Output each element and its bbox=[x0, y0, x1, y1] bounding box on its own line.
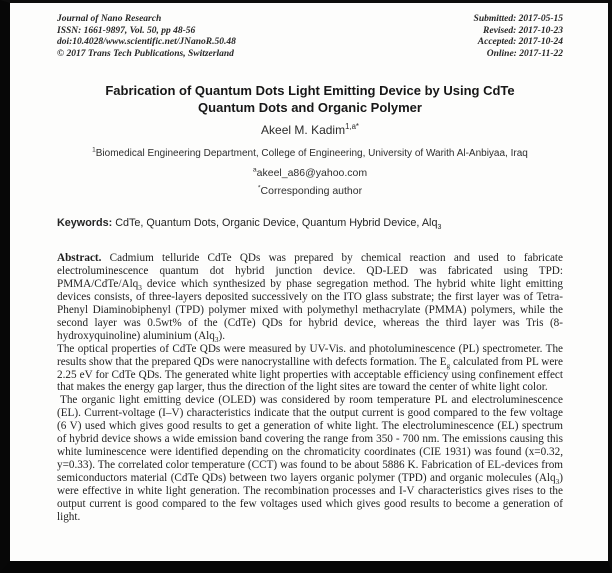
author-email: $^a$akeel_a86@yahoo.com bbox=[252, 166, 368, 180]
paper-title: Fabrication of Quantum Dots Light Emitting Device by Using CdTe Quantum Dots and Organic Polymer bbox=[105, 83, 515, 115]
keywords-line: Keywords: CdTe, Quantum Dots, Organic Device, Quantum Hybrid Device, Alq$_3$ bbox=[57, 217, 442, 232]
journal-issn-volume: ISSN: 1661-9897, Vol. 50, pp 48-56 bbox=[57, 25, 196, 36]
journal-title: Journal of Nano Research bbox=[57, 14, 162, 24]
author-name: Akeel M. Kadim$^{1,a*}$ bbox=[261, 122, 359, 138]
abstract-paragraph-1: Abstract. Cadmium telluride CdTe QDs was prepared by chemical reaction and used to fabricate electroluminescence quantum dot hybrid junction device. QD-LED was fabricated using TPD: PMMA/CdTe/Alq$_3$ device which synthesized by phase segregation method. The hybrid white light emitting devices consists, of three-layers deposited successively on the ITO glass substrate; the first layer was of Tetra-Phenyl Diaminobiphenyl (TPD) polymer mixed with polymethyl methacrylate (PMMA) polymers, while the second layer was 0.5wt% of the (CdTe) QDs for hybrid device, whereas the third layer was Tris (8-hydroxyquinoline) aluminium (Alq$_3$). bbox=[57, 252, 563, 345]
date-accepted: Accepted: 2017-10-24 bbox=[477, 37, 563, 48]
journal-copyright: © 2017 Trans Tech Publications, Switzerland bbox=[57, 48, 234, 59]
submission-dates bbox=[474, 14, 563, 60]
abstract bbox=[57, 252, 563, 523]
paper-page bbox=[10, 3, 608, 561]
date-revised: Revised: 2017-10-23 bbox=[483, 25, 563, 36]
abstract-paragraph-2: The optical properties of CdTe QDs were measured by UV-Vis. and photoluminescence (PL) spectrometer. The results show that the prepared QDs were nanocrystalline with defects formation. The $E_g$ calculated from PL were 2.25 eV for CdTe QDs. The generated white light properties with acceptable efficiency using confinement effect that makes the energy gap larger, thus the direction of the light sites are toward the center of white light color. bbox=[57, 342, 563, 394]
abstract-paragraph-3: The organic light emitting device (OLED) was considered by room temperature PL and electroluminescence (EL). Current-voltage (I–V) characteristics indicate that the output current is good compared to the few voltage (6 V) used which gives good results to get a generation of white light. The electroluminescence (EL) spectrum of hybrid device shows a wide emission band covering the range from 350 - 700 nm. The emissions causing this white luminescence were identified depending on the chromaticity coordinates (CIE 1931) was found (x=0.32, y=0.33). The correlated color temperature (CCT) was found to be about 5886 K. Fabrication of EL-devices from semiconductors material (CdTe QDs) between two layers organic polymer (TPD) and organic molecules (Alq$_3$) were effective in white light generation. The recombination processes and I-V characteristics gives rises to the output current is good compared to the few voltages used which gives good results to become a generation of light. bbox=[57, 394, 563, 523]
corresponding-author-note: *Corresponding author bbox=[257, 184, 363, 198]
date-online: Online: 2017-11-22 bbox=[486, 48, 563, 59]
date-submitted: Submitted: 2017-05-15 bbox=[473, 14, 563, 24]
journal-info bbox=[57, 14, 236, 60]
author-affiliation: $^1$Biomedical Engineering Department, College of Engineering, University of Warith Al-Anbiyaa, Iraq bbox=[92, 147, 528, 160]
journal-doi: doi:10.4028/www.scientific.net/JNanoR.50.48 bbox=[57, 37, 236, 48]
paper-header bbox=[57, 14, 563, 60]
